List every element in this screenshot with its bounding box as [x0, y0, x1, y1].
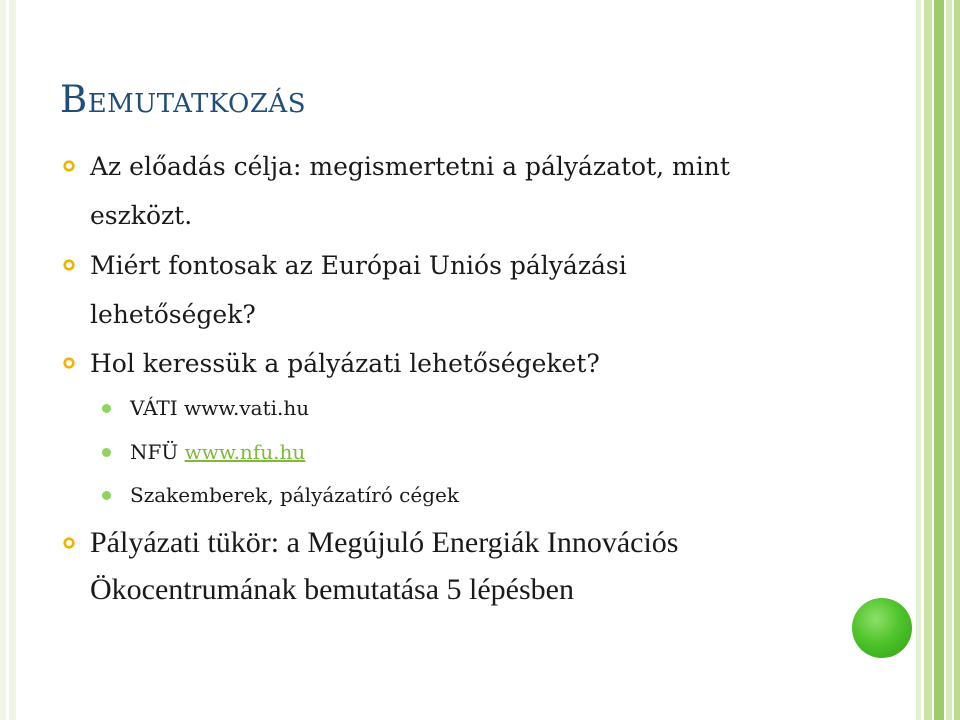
- subitem-experts: Szakemberek, pályázatíró cégek: [130, 483, 459, 507]
- subitem-vati: VÁTI www.vati.hu: [130, 396, 310, 420]
- green-circle-decoration: [852, 598, 912, 658]
- right-decorative-stripes: [912, 0, 960, 720]
- bullet-3-line-1: Hol keressük a pályázati lehetőségeket?: [90, 349, 600, 378]
- bullet-1-line-2: eszközt.: [90, 201, 193, 230]
- ring-bullet-icon: [63, 357, 75, 369]
- bullet-1-line-1: Az előadás célja: megismertetni a pályázatot, mint: [90, 152, 730, 181]
- ring-bullet-icon: [63, 259, 75, 271]
- slide-title: Bemutatkozás: [60, 78, 307, 121]
- ring-bullet-icon: [63, 160, 75, 172]
- bullet-2-line-1: Miért fontosak az Európai Uniós pályázási: [90, 251, 627, 280]
- subitem-nfu-label: NFÜ: [130, 440, 185, 464]
- ring-bullet-icon: [63, 537, 75, 549]
- dot-bullet-icon: [102, 448, 111, 457]
- bullet-4-line-2: Ökocentrumának bemutatása 5 lépésben: [90, 573, 574, 606]
- bullet-2-line-2: lehetőségek?: [90, 300, 256, 329]
- bullet-4-line-1: Pályázati tükör: a Megújuló Energiák Innovációs: [90, 526, 679, 559]
- subitem-nfu: [130, 439, 305, 465]
- left-decorative-stripe: [0, 0, 24, 720]
- dot-bullet-icon: [102, 404, 111, 413]
- dot-bullet-icon: [102, 491, 111, 500]
- nfu-link[interactable]: www.nfu.hu: [184, 440, 306, 464]
